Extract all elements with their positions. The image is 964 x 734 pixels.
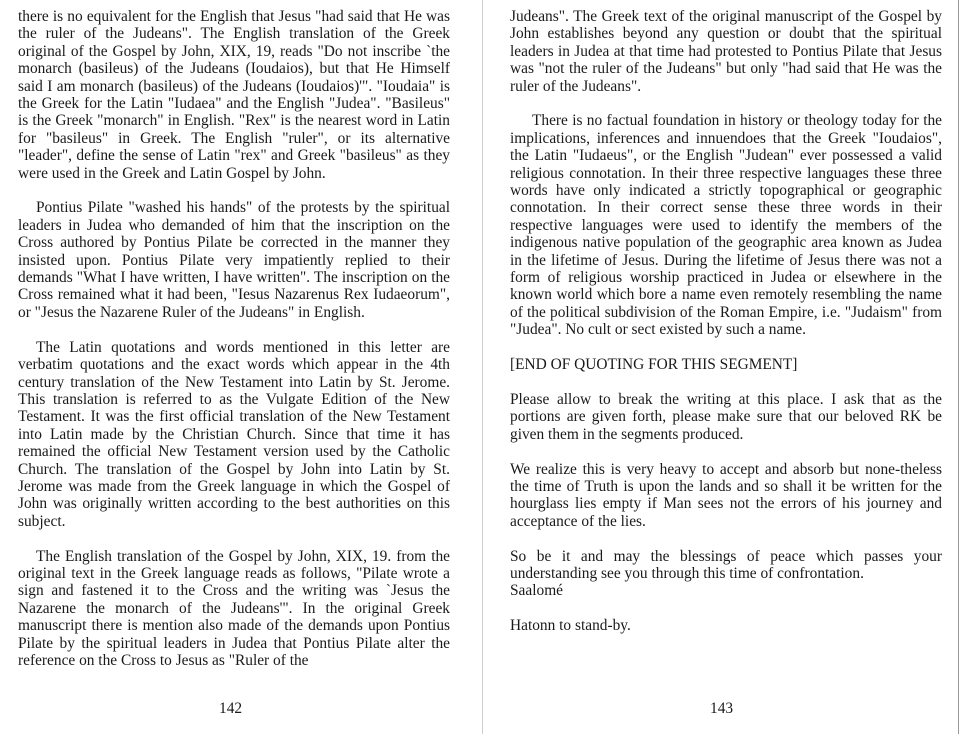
right-page xyxy=(510,8,942,635)
left-paragraph-1: there is no equivalent for the English that Jesus "had said that He was the ruler of the Judeans". The English translation of the Greek original of the Gospel by John, XIX, 19, reads "Do not inscribe `the monarch (basileus) of the Judeans (Ioudaios), but that He Himself said I am monarch (basileus) of the Judeans (Ioudaios)'". "Ioudaia" is the Greek for the Latin "Iudaea" and the English "Judea". "Basileus" is the Greek "monarch" in English. "Rex" is the nearest word in Latin for "basileus" in Greek. The English "ruler", or its alternative "leader", define the sense of Latin "rex" and Greek "basileus" as they were used in the Greek and Latin Gospel by John. xyxy=(18,8,450,182)
right-paragraph-1: Judeans". The Greek text of the original manuscript of the Gospel by John establishes beyond any question or doubt that the spiritual leaders in Judea at that time had protested to Pontius Pilate that Jesus was "not the ruler of the Judeans" but only "had said that He was the ruler of the Judeans". xyxy=(510,8,942,95)
signoff-line: Hatonn to stand-by. xyxy=(510,617,631,635)
page-edge xyxy=(958,0,959,734)
left-paragraph-3: The Latin quotations and words mentioned in this letter are verbatim quotations and the exact words which appear in the 4th century translation of the New Testament into Latin by St. Jerome. This translation is referred to as the Vulgate Edition of the New Testament. It was the first official translation of the New Testament into Latin made by the Christian Church. Since that time it has remained the official New Testament version used by the Catholic Church. The translation of the Gospel by John into Latin by St. Jerome was made from the Greek language in which the Gospel of John was originally written according to the best authorities on this subject. xyxy=(18,338,450,530)
closing-paragraph-3: So be it and may the blessings of peace which passes your understanding see you through this time of confrontation. xyxy=(510,547,942,582)
closing-paragraph-1: Please allow to break the writing at this place. I ask that as the portions are given forth, please make sure that our beloved RK be given them in the segments produced. xyxy=(510,390,942,443)
right-paragraph-2: There is no factual foundation in history or theology today for the implications, inferences and innuendoes that the Greek "Ioudaios", the Latin "Iudaeus", or the English "Judean" ever possessed a valid religious connotation. In their three respective languages these three words have only indicated a strictly topographical or geographic connotation. In their correct sense these three words in their respective languages were used to identify the members of the indigenous native population of the geographic area known as Judea in the lifetime of Jesus. During the lifetime of Jesus there was not a form of religious worship practiced in Judea or elsewhere in the known world which bore a name even remotely resembling the name of the political subdivision of the Roman Empire, i.e. "Judaism" from "Judea". No cult or sect existed by such a name. xyxy=(510,112,942,339)
closing-paragraph-2: We realize this is very heavy to accept and absorb but none-theless the time of Truth is upon the lands and so shall it be written for the hourglass lies empty if Man sees not the errors of his journey and acceptance of the lies. xyxy=(510,460,942,530)
page-number-right: 143 xyxy=(710,700,734,717)
left-paragraph-2: Pontius Pilate "washed his hands" of the protests by the spiritual leaders in Judea who demanded of him that the inscription on the Cross authored by Pontius Pilate be corrected in the manner they insisted upon. Pontius Pilate very impatiently replied to their demands "What I have written, I have written". The inscription on the Cross remained what it had been, "Iesus Nazarenus Rex Iudaeorum", or "Jesus the Nazarene Ruler of the Judeans" in English. xyxy=(18,199,450,321)
segment-end-heading: [END OF QUOTING FOR THIS SEGMENT] xyxy=(510,356,798,374)
signature-saalome: Saalomé xyxy=(510,582,563,600)
page-number-left: 142 xyxy=(219,700,243,717)
page-gutter xyxy=(482,0,483,734)
left-paragraph-4: The English translation of the Gospel by John, XIX, 19. from the original text in the Greek language reads as follows, "Pilate wrote a sign and fastened it to the Cross and the writing was `Jesus the Nazarene the monarch of the Judeans'". In the original Greek manuscript there is mention also made of the demands upon Pontius Pilate by the spiritual leaders in Judea that Pontius Pilate alter the reference on the Cross to Jesus as "Ruler of the xyxy=(18,547,450,669)
left-page xyxy=(18,8,450,669)
